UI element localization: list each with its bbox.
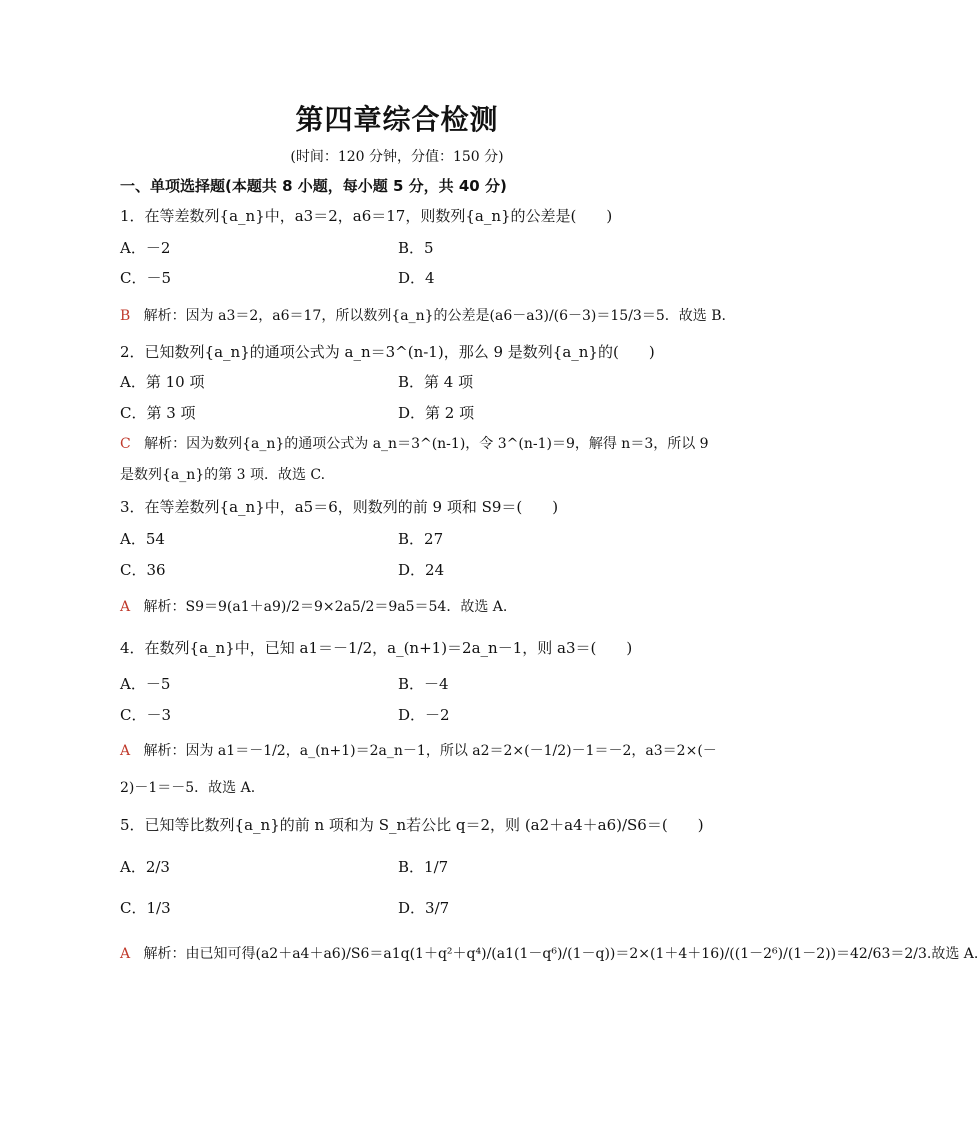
question-1-stem: 1．在等差数列{a_n}中，a3＝2，a6＝17，则数列{a_n}的公差是( ) [120,207,613,225]
q2-solution [120,434,709,454]
q5-solution-text: 解析：由已知可得(a2＋a4＋a6)/S6＝a1q(1＋q²＋q⁴)/(a1(1－q⁶)/(1－q))＝2×(1＋4＋16)/((1－2⁶)/(1－2))＝42/63＝2/3.故选 A. [143,946,978,962]
q3-option-c: C．36 [120,561,166,579]
q2-solution-text-1: 解析：因为数列{a_n}的通项公式为 a_n＝3^(n-1)，令 3^(n-1)＝9，解得 n＝3，所以 9 [144,436,709,452]
q4-solution [120,741,717,761]
q1-option-a: A．－2 [120,239,171,257]
q4-answer: A [120,743,131,759]
q5-option-c: C．1/3 [120,899,171,917]
question-3-stem: 3．在等差数列{a_n}中，a5＝6，则数列的前 9 项和 S9＝( ) [120,498,559,516]
q1-solution [120,306,726,326]
q3-solution [120,597,507,617]
q2-option-b: B．第 4 项 [398,373,474,391]
q1-option-b: B．5 [398,239,434,257]
q2-option-d: D．第 2 项 [398,404,475,422]
q4-solution-text-2: 2)－1＝－5．故选 A. [120,780,256,796]
question-4-stem: 4．在数列{a_n}中，已知 a1＝－1/2，a_(n+1)＝2a_n－1，则 a3＝( ) [120,639,633,657]
section-heading: 一、单项选择题(本题共 8 小题，每小题 5 分，共 40 分) [120,177,507,195]
q5-solution [120,944,978,964]
q4-option-c: C．－3 [120,706,172,724]
q3-option-a: A．54 [120,530,165,548]
exam-meta: (时间：120 分钟，分值：150 分) [290,149,504,165]
q5-option-d: D．3/7 [398,899,450,917]
q3-option-d: D．24 [398,561,445,579]
q2-option-c: C．第 3 项 [120,404,196,422]
q1-answer: B [120,308,131,324]
q4-option-a: A．－5 [120,675,171,693]
q1-option-d: D．4 [398,269,435,287]
q3-solution-text: 解析：S9＝9(a1＋a9)/2＝9×2a5/2＝9a5＝54．故选 A. [143,599,508,615]
q4-option-d: D．－2 [398,706,450,724]
q2-solution-text-2: 是数列{a_n}的第 3 项．故选 C. [120,467,326,483]
q1-option-c: C．－5 [120,269,172,287]
page-title: 第四章综合检测 [295,103,499,136]
question-2-stem: 2．已知数列{a_n}的通项公式为 a_n＝3^(n-1)，那么 9 是数列{a_n}的( ) [120,343,655,361]
q4-solution-text-1: 解析：因为 a1＝－1/2，a_(n+1)＝2a_n－1，所以 a2＝2×(－1/2)－1＝－2，a3＝2×(－ [143,743,717,759]
q4-option-b: B．－4 [398,675,449,693]
q1-solution-text: 解析：因为 a3＝2，a6＝17，所以数列{a_n}的公差是(a6－a3)/(6－3)＝15/3＝5．故选 B. [143,308,726,324]
q2-option-a: A．第 10 项 [120,373,205,391]
q3-answer: A [120,599,131,615]
question-5-stem: 5．已知等比数列{a_n}的前 n 项和为 S_n若公比 q＝2，则 (a2＋a4＋a6)/S6＝( ) [120,816,704,834]
q5-answer: A [120,946,131,962]
q3-option-b: B．27 [398,530,444,548]
q5-option-a: A．2/3 [120,858,170,876]
q5-option-b: B．1/7 [398,858,449,876]
q2-answer: C [120,436,131,452]
